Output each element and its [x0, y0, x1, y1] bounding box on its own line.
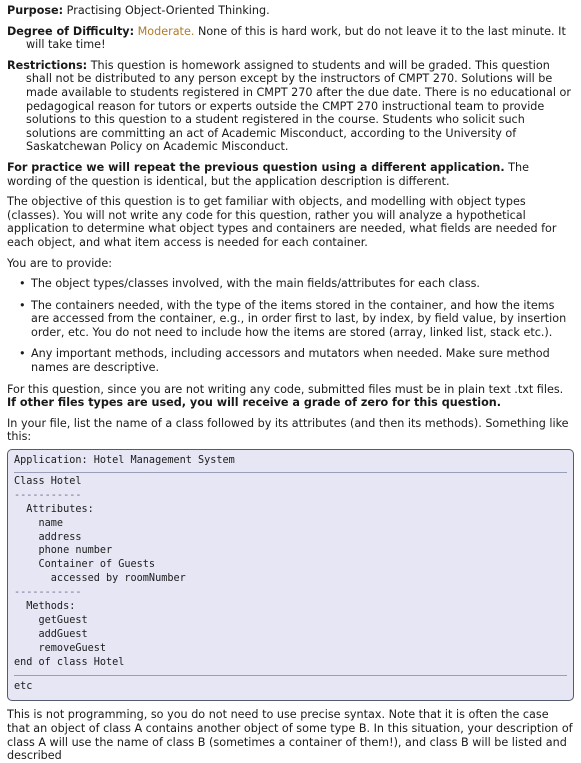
- bullet-icon: •: [19, 347, 26, 361]
- list-item: • Any important methods, including accessors and mutators when needed. Make sure method names are descriptive.: [19, 347, 550, 375]
- code-trailer: etc: [14, 675, 567, 694]
- files-note: [7, 383, 574, 410]
- code-line: accessed by roomNumber: [14, 573, 186, 585]
- restrictions-paragraph: [7, 59, 574, 154]
- files-note-warning: If other files types are used, you will receive a grade of zero for this question.: [7, 396, 502, 410]
- code-line: name: [14, 517, 64, 529]
- code-line: Container of Guests: [14, 559, 156, 571]
- restrictions-label: Restrictions:: [7, 58, 88, 72]
- provide-list: [7, 277, 574, 375]
- list-item: • The object types/classes involved, with the main fields/attributes for each class.: [19, 277, 480, 291]
- restrictions-text: This question is homework assigned to students and will be graded. This question shall not be distributed to any person except by the instructors of CMPT 270. Solutions will be made available to students registered in CMPT 270 after the due date. There is no educational or pedagogical reason for tutors or experts outside the CMPT 270 instructional team to provide solutions to this question to a student registered in the course. Students who solicit such solutions are committing an act of Academic Misconduct, according to the University of Saskatchewan Policy on Academic Misconduct.: [26, 58, 571, 154]
- code-line: Attributes:: [14, 503, 94, 515]
- code-line: address: [14, 531, 82, 543]
- provide-intro: You are to provide:: [7, 256, 113, 270]
- code-line: removeGuest: [14, 642, 107, 654]
- code-separator: -----------: [14, 587, 82, 599]
- code-header: Application: Hotel Management System: [14, 454, 567, 473]
- code-line: getGuest: [14, 614, 88, 626]
- code-separator: -----------: [14, 489, 82, 501]
- bullet-icon: •: [19, 277, 26, 291]
- practice-bold: For practice we will repeat the previous question using a different application.: [7, 160, 505, 174]
- closing-paragraph: This is not programming, so you do not need to use precise syntax. Note that it is often the case that an object of class A contains another object of some type B. In this situation, your description of class A will use the name of class B (sometimes a container of them!), and class B will be listed and described: [7, 708, 573, 763]
- objective-paragraph: The objective of this question is to get familiar with objects, and modelling with object types (classes). You will not write any code for this question, rather you will analyze a hypothetical application to determine what object types and containers are needed, what fields are needed for each object, and what item access is needed for each container.: [7, 195, 557, 249]
- code-line: Methods:: [14, 600, 76, 612]
- difficulty-text: None of this is hard work, but do not leave it to the last minute. It will take time!: [26, 24, 566, 52]
- purpose-paragraph: [7, 4, 574, 18]
- code-line: Class Hotel: [14, 475, 82, 487]
- practice-paragraph: [7, 161, 574, 188]
- difficulty-level: Moderate.: [137, 24, 195, 38]
- code-line: addGuest: [14, 628, 88, 640]
- list-note: In your file, list the name of a class followed by its attributes (and then its methods). Something like this:: [7, 416, 569, 444]
- code-example-box: [7, 449, 574, 701]
- purpose-label: Purpose:: [7, 4, 64, 17]
- difficulty-paragraph: [7, 25, 574, 52]
- bullet-icon: •: [19, 298, 26, 312]
- difficulty-label: Degree of Difficulty:: [7, 24, 135, 38]
- practice-text: The wording of the question is identical, but the application description is different.: [7, 160, 529, 188]
- files-note-text: For this question, since you are not writing any code, submitted files must be in plain text .txt files.: [7, 382, 564, 396]
- list-item: • The containers needed, with the type of the items stored in the container, and how the items are accessed from the container, e.g., in order first to last, by index, by field value, by insertion order, etc. You do not need to include how the items are stored (array, linked list, stack etc.).: [19, 298, 567, 339]
- purpose-text: Practising Object-Oriented Thinking.: [63, 4, 270, 17]
- code-line: phone number: [14, 545, 113, 557]
- code-line: end of class Hotel: [14, 656, 125, 668]
